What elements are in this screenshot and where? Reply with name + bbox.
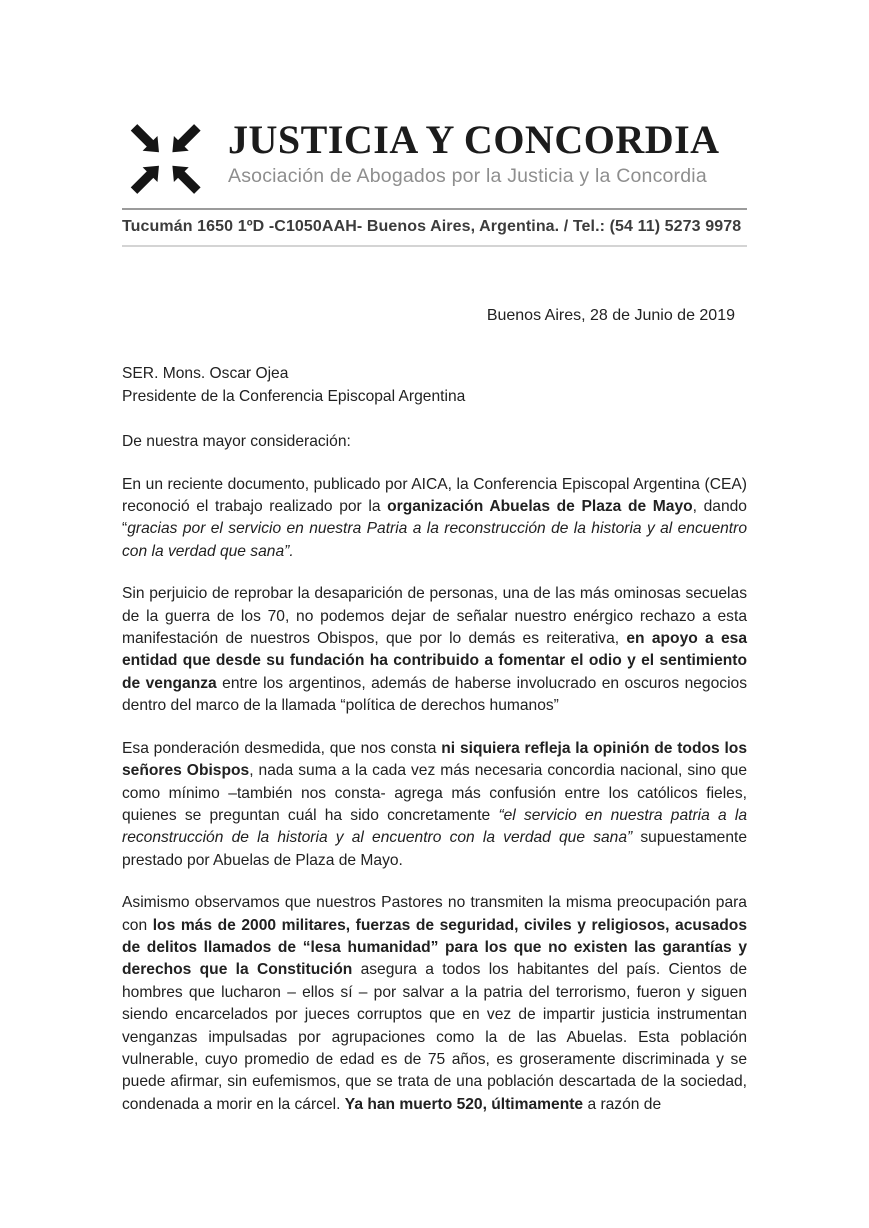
text-run: , nada suma a la cada vez más necesaria concordia nacional, sino que como mínimo –también nos consta- agrega más confusión entre los católicos fieles, quienes se preguntan cuál ha sido concretamente — [122, 762, 748, 824]
text-run: Esa ponderación desmedida, que nos consta — [122, 739, 442, 757]
recipient-role: Presidente de la Conferencia Episcopal Argentina — [122, 387, 466, 405]
text-run: Ya han muerto 520, últimamente — [344, 1095, 584, 1113]
text-run: entre los argentinos, además de haberse involucrado en oscuros negocios dentro del marco de la llamada “política de derechos humanos” — [122, 674, 748, 715]
letter-body — [122, 305, 747, 1116]
converging-arrows-icon — [122, 120, 206, 198]
brand-block — [228, 118, 747, 188]
text-run: los más de 2000 militares, fuerzas de seguridad, civiles y religiosos, acusados de delitos llamados de “lesa humanidad” para los que no existen las garantías y derechos que la Constitución — [122, 916, 747, 979]
text-run: “el servicio en nuestra patria a la reconstrucción de la historia y al encuentro con la verdad que sana” — [122, 806, 747, 847]
text-run: , dando “ — [122, 498, 747, 538]
paragraph-4 — [122, 892, 747, 1116]
salutation: De nuestra mayor consideración: — [122, 433, 351, 451]
text-run: asegura a todos los habitantes del país. Cientos de hombres que lucharon – ellos sí – por salvar a la patria del terrorismo, fueron y siguen siendo encarcelados por jueces corruptos que en vez de impartir justicia instrumentan venganzas impulsadas por agrupaciones como la de las Abuelas. Esta población vulnerable, cuyo promedio de edad es de 75 años, es groseramente discriminada y se puede afirmar, sin eufemismos, que se trata de una población descartada de la sociedad, condenada a morir en la cárcel. — [122, 961, 747, 1113]
text-run: ni siquiera refleja la opinión de todos los señores Obispos — [122, 739, 748, 780]
address-bar: Tucumán 1650 1ºD -C1050AAH- Buenos Aires, Argentina. / Tel.: (54 11) 5273 9978 — [122, 208, 747, 247]
text-run: a razón de — [583, 1095, 662, 1113]
org-title: JUSTICIA Y CONCORDIA — [228, 117, 720, 162]
paragraph-3 — [122, 738, 747, 872]
paragraph-1 — [122, 474, 747, 564]
text-run: organización Abuelas de Plaza de Mayo — [387, 498, 693, 516]
text-run: gracias por el servicio en nuestra Patria a la reconstrucción de la historia y al encuentro con la verdad que sana”. — [122, 520, 747, 560]
recipient-block — [122, 363, 747, 408]
text-run: En un reciente documento, publicado por AICA, la Conferencia Episcopal Argentina (CEA) reconoció el trabajo realizado por la — [122, 475, 747, 516]
text-run: Sin perjuicio de reprobar la desaparición de personas, una de las más ominosas secuelas de la guerra de los 70, no podemos dejar de señalar nuestro enérgico rechazo a esta manifestación de nuestros Obispos, que por lo demás es reiterativa, — [122, 585, 747, 648]
date-line: Buenos Aires, 28 de Junio de 2019 — [486, 307, 735, 324]
org-subtitle: Asociación de Abogados por la Justicia y la Concordia — [228, 165, 707, 188]
paragraph-2 — [122, 583, 747, 717]
recipient-name: SER. Mons. Oscar Ojea — [122, 365, 289, 383]
letterhead-top-row — [122, 118, 747, 198]
text-run: en apoyo a esa entidad que desde su fundación ha contribuido a fomentar el odio y el sentimiento de venganza — [122, 630, 747, 692]
letterhead — [122, 118, 747, 247]
text-run: Asimismo observamos que nuestros Pastores no transmiten la misma preocupación para con — [122, 894, 747, 934]
text-run: supuestamente prestado por Abuelas de Plaza de Mayo. — [122, 829, 747, 869]
